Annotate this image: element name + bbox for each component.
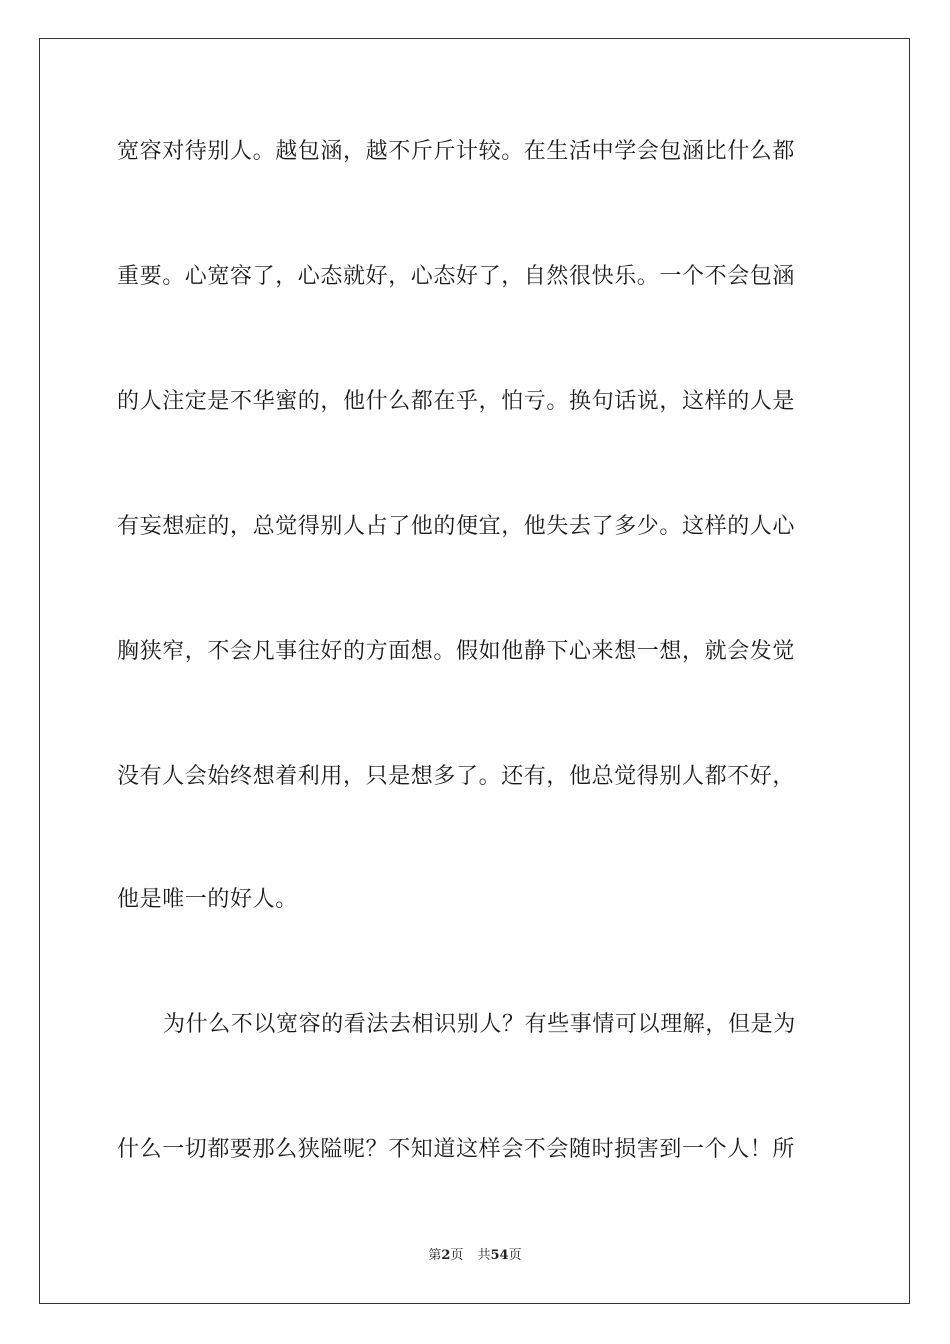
body-line-1: 宽容对待别人。越包涵，越不斤斤计较。在生活中学会包涵比什么都 [117, 139, 796, 164]
body-line-6: 没有人会始终想着利用，只是想多了。还有，他总觉得别人都不好， [117, 764, 796, 789]
body-line-4: 有妄想症的，总觉得别人占了他的便宜，他失去了多少。这样的人心 [117, 514, 796, 539]
body-line-3: 的人注定是不华蜜的，他什么都在乎，怕亏。换句话说，这样的人是 [117, 389, 796, 414]
page-prefix: 第 [428, 1248, 442, 1263]
total-prefix: 共 [477, 1248, 491, 1263]
page-border [39, 38, 910, 1304]
body-line-7: 他是唯一的好人。 [117, 887, 298, 912]
page-footer [0, 1247, 950, 1265]
total-suffix: 页 [508, 1248, 522, 1263]
body-line-9: 什么一切都要那么狭隘呢？不知道这样会不会随时损害到一个人！所 [117, 1137, 796, 1162]
total-pages: 54 [490, 1248, 509, 1263]
body-line-8: 为什么不以宽容的看法去相识别人？有些事情可以理解，但是为 [163, 1012, 796, 1037]
body-line-2: 重要。心宽容了，心态就好，心态好了，自然很快乐。一个不会包涵 [117, 264, 796, 289]
page-number: 2 [441, 1248, 451, 1263]
page-suffix: 页 [450, 1248, 464, 1263]
body-line-5: 胸狭窄，不会凡事往好的方面想。假如他静下心来想一想，就会发觉 [117, 639, 796, 664]
